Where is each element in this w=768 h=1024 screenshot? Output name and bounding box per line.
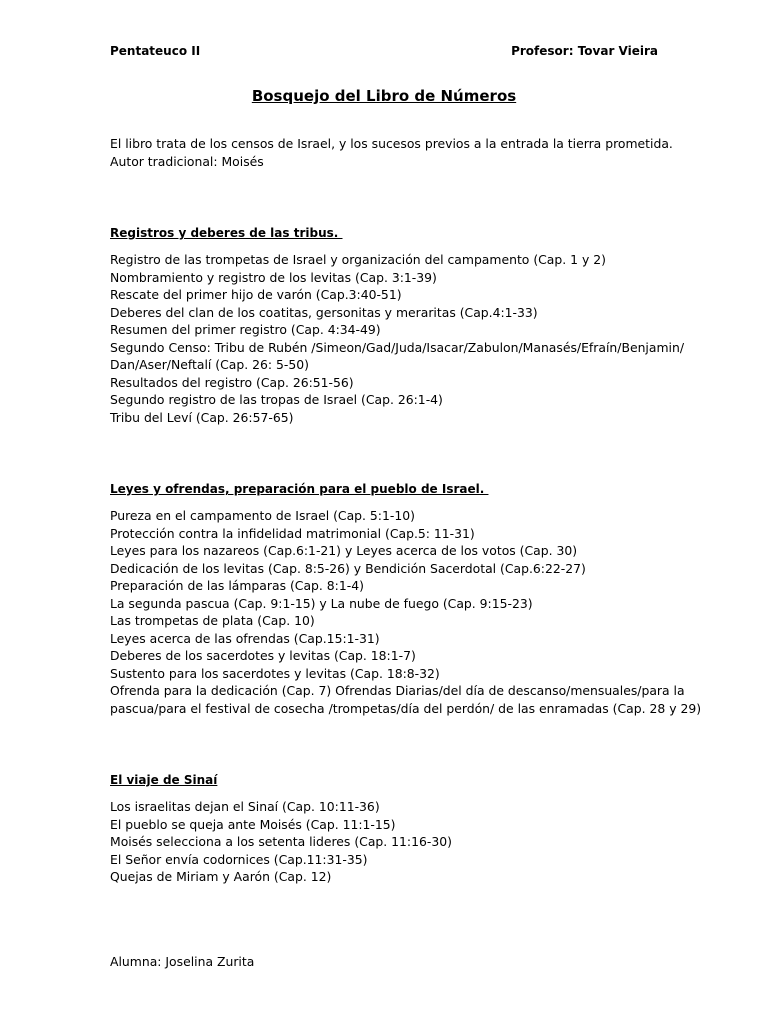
list-item: Dan/Aser/Neftalí (Cap. 26: 5-50): [110, 357, 309, 372]
intro-paragraph: [110, 135, 673, 170]
list-item: El Señor envía codornices (Cap.11:31-35): [110, 851, 368, 867]
list-item: Deberes del clan de los coatitas, gersonitas y meraritas (Cap.4:1-33): [110, 304, 538, 320]
list-item: Protección contra la infidelidad matrimonial (Cap.5: 11-31): [110, 525, 475, 541]
list-item: pascua/para el festival de cosecha /trompetas/día del perdón/ de las enramadas (Cap. 28 y 29): [110, 700, 702, 716]
list-item: Resumen del primer registro (Cap. 4:34-49): [110, 322, 381, 337]
list-item: Tribu del Leví (Cap. 26:57-65): [110, 409, 294, 425]
list-item: Dedicación de los levitas (Cap. 8:5-26) y Bendición Sacerdotal (Cap.6:22-27): [110, 560, 586, 576]
list-item: Resultados del registro (Cap. 26:51-56): [110, 374, 354, 390]
list-item: Los israelitas dejan el Sinaí (Cap. 10:11-36): [110, 799, 380, 814]
intro-line: El libro trata de los censos de Israel, y los sucesos previos a la entrada la tierra prometida.: [110, 136, 673, 151]
list-item: Preparación de las lámparas (Cap. 8:1-4): [110, 578, 364, 593]
student-name: Alumna: Joselina Zurita: [110, 954, 255, 969]
list-item: Segundo Censo: Tribu de Rubén /Simeon/Gad/Juda/Isacar/Zabulon/Manasés/Efraín/Benjamin/: [110, 339, 684, 355]
course-name: Pentateuco II: [110, 44, 201, 58]
list-item: Moisés selecciona a los setenta lideres (Cap. 11:16-30): [110, 834, 452, 849]
list-item: Las trompetas de plata (Cap. 10): [110, 613, 315, 628]
section-heading-registros: Registros y deberes de las tribus.: [110, 226, 343, 240]
list-item: Deberes de los sacerdotes y levitas (Cap. 18:1-7): [110, 648, 416, 663]
list-item: Ofrenda para la dedicación (Cap. 7) Ofrendas Diarias/del día de descanso/mensuales/para la: [110, 683, 685, 698]
section-list-viaje: [110, 798, 670, 886]
document-title: Bosquejo del Libro de Números: [251, 87, 517, 105]
list-item: Sustento para los sacerdotes y levitas (Cap. 18:8-32): [110, 665, 440, 681]
section-heading-leyes: Leyes y ofrendas, preparación para el pueblo de Israel.: [110, 482, 489, 496]
list-item: Rescate del primer hijo de varón (Cap.3:40-51): [110, 287, 402, 302]
list-item: Segundo registro de las tropas de Israel (Cap. 26:1-4): [110, 392, 443, 407]
list-item: Leyes acerca de las ofrendas (Cap.15:1-31): [110, 630, 380, 646]
list-item: Pureza en el campamento de Israel (Cap. 5:1-10): [110, 508, 415, 523]
list-item: Nombramiento y registro de los levitas (Cap. 3:1-39): [110, 269, 437, 285]
list-item: Leyes para los nazareos (Cap.6:1-21) y Leyes acerca de los votos (Cap. 30): [110, 543, 578, 558]
list-item: El pueblo se queja ante Moisés (Cap. 11:1-15): [110, 816, 396, 832]
section-list-registros: [110, 251, 684, 426]
list-item: Registro de las trompetas de Israel y organización del campamento (Cap. 1 y 2): [110, 252, 606, 267]
professor-name: Profesor: Tovar Vieira: [511, 44, 658, 58]
list-item: La segunda pascua (Cap. 9:1-15) y La nube de fuego (Cap. 9:15-23): [110, 595, 533, 611]
intro-line: Autor tradicional: Moisés: [110, 153, 264, 169]
list-item: Quejas de Miriam y Aarón (Cap. 12): [110, 869, 332, 884]
section-heading-viaje: El viaje de Sinaí: [110, 773, 218, 787]
section-list-leyes: [110, 507, 702, 717]
